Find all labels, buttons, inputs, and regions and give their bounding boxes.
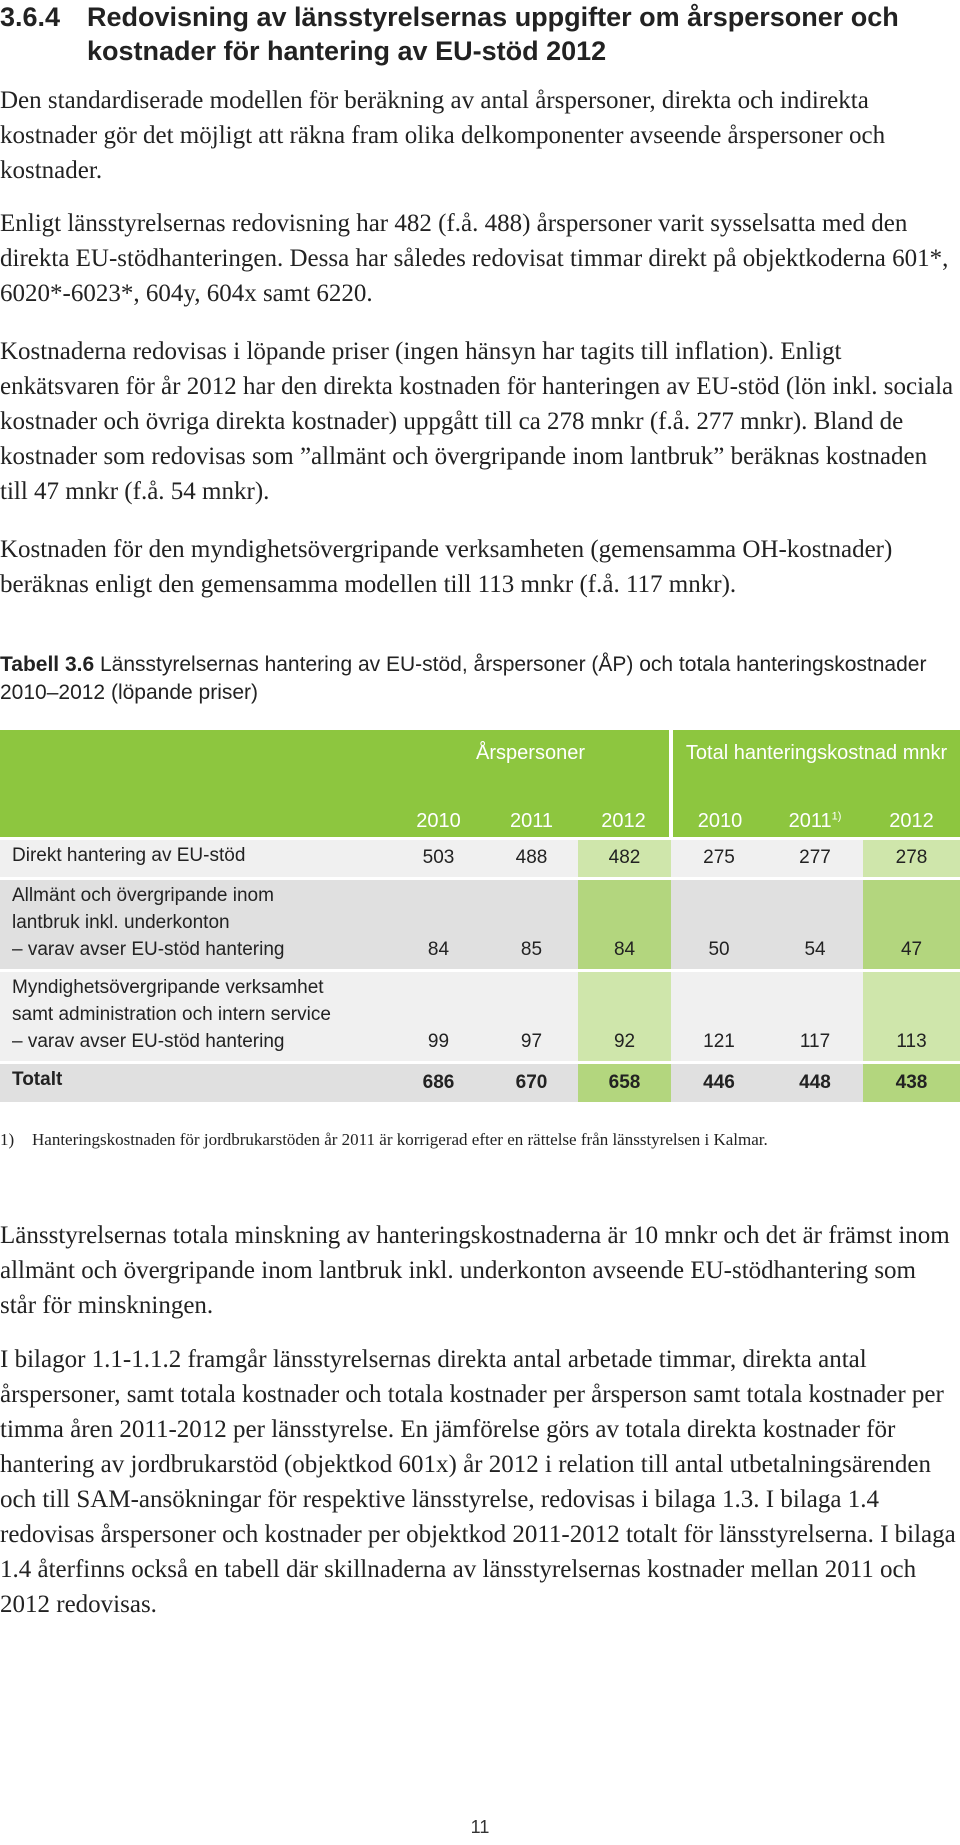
table-cell: 488: [485, 838, 578, 878]
table-cell: 84: [392, 878, 485, 970]
table-row: [0, 878, 960, 970]
header-group-kostnad: Total hanteringskostnad mnkr: [671, 730, 960, 807]
table-cell: 97: [485, 970, 578, 1062]
row-label-line: – varav avser EU-stöd hantering: [12, 938, 285, 960]
table-caption-text: Länsstyrelsernas hantering av EU-stöd, årspersoner (ÅP) och totala hanteringskostnader 2010–2012 (löpande priser): [0, 653, 927, 704]
row-label: Totalt: [0, 1062, 392, 1102]
table-footnote: [0, 1127, 945, 1153]
table-cell: 277: [767, 838, 863, 878]
table-cell: 686: [392, 1062, 485, 1102]
row-label-line: Myndighetsövergripande verksamhet: [12, 976, 324, 998]
table-cell: 54: [767, 878, 863, 970]
row-label-line: Allmänt och övergripande inom: [12, 884, 274, 906]
header-year: 2010: [671, 807, 767, 838]
row-label: [0, 970, 392, 1062]
table-cell: 503: [392, 838, 485, 878]
paragraph-6: I bilagor 1.1-1.1.2 framgår länsstyrelsernas direkta antal arbetade timmar, direkta antal årspersoner, samt totala kostnader och totala kostnader per årsperson samt totala kostnader per timma åren 2011-2012 per länsstyrelse. En jämförelse görs av totala direkta kostnader för hantering av jordbrukarstöd (objektkod 601x) år 2012 i relation till antal utbetalningsärenden och till SAM-ansökningar för respektive länsstyrelse, redovisas i bilaga 1.3. I bilaga 1.4 redovisas årspersoner och kostnader per objektkod 2011-2012 totalt för länsstyrelserna. I bilaga 1.4 återfinns också en tabell där skillnaderna av länsstyrelsernas kostnader mellan 2011 och 2012 redovisas.: [0, 1346, 956, 1618]
header-year: 2011: [485, 807, 578, 838]
table-cell: 448: [767, 1062, 863, 1102]
footnote-marker: 1): [831, 810, 842, 823]
table-caption: [0, 651, 950, 707]
table-cell: 446: [671, 1062, 767, 1102]
header-group-arspersoner: Årspersoner: [392, 730, 671, 807]
page-number: 11: [470, 1817, 490, 1837]
row-label-line: samt administration och intern service: [12, 1003, 331, 1025]
table-row-total: [0, 1062, 960, 1102]
section-title: Redovisning av länsstyrelsernas uppgifter om årspersoner och kostnader för hantering av EU-stöd 2012: [87, 2, 899, 66]
header-corner: [0, 730, 392, 807]
table-cell: 85: [485, 878, 578, 970]
paragraph-5: Länsstyrelsernas totala minskning av hanteringskostnaderna är 10 mnkr och det är främst inom allmänt och övergripande inom lantbruk inkl. underkonton avseende EU-stödhantering som står för minskningen.: [0, 1222, 950, 1319]
table-cell: 658: [578, 1062, 671, 1102]
cost-table: [0, 730, 960, 1102]
table-cell: 278: [863, 838, 960, 878]
paragraph-3: Kostnaderna redovisas i löpande priser (ingen hänsyn har tagits till inflation). Enligt enkätsvaren för år 2012 har den direkta kostnaden för hanteringen av EU-stöd (lön inkl. sociala kostnader och övriga direkta kostnader) uppgått till ca 278 mnkr (f.å. 277 mnkr). Bland de kostnader som redovisas som ”allmänt och övergripande inom lantbruk” beräknas kostnaden till 47 mnkr (f.å. 54 mnkr).: [0, 338, 954, 505]
table-cell: 50: [671, 878, 767, 970]
header-year: 2010: [392, 807, 485, 838]
table-cell: 482: [578, 838, 671, 878]
row-label: [0, 878, 392, 970]
header-year-with-footnote: [767, 807, 863, 838]
paragraph-1: Den standardiserade modellen för beräkning av antal årspersoner, direkta och indirekta kostnader gör det möjligt att räkna fram olika delkomponenter avseende årspersoner och kostnader.: [0, 87, 886, 184]
table-cell: 99: [392, 970, 485, 1062]
row-label-line: lantbruk inkl. underkonton: [12, 911, 230, 933]
table-row: [0, 970, 960, 1062]
table-caption-label: Tabell 3.6: [0, 653, 95, 676]
table-cell: 117: [767, 970, 863, 1062]
table-cell: 670: [485, 1062, 578, 1102]
header-year: 2012: [578, 807, 671, 838]
table-cell: 438: [863, 1062, 960, 1102]
paragraph-4: Kostnaden för den myndighetsövergripande verksamheten (gemensamma OH-kostnader) beräknas enligt den gemensamma modellen till 113 mnkr (f.å. 117 mnkr).: [0, 536, 893, 598]
header-corner-lower: [0, 807, 392, 838]
table-cell: 121: [671, 970, 767, 1062]
table-cell: 113: [863, 970, 960, 1062]
section-number: 3.6.4: [0, 2, 61, 32]
table-cell: 92: [578, 970, 671, 1062]
paragraph-2: Enligt länsstyrelsernas redovisning har 482 (f.å. 488) årspersoner varit sysselsatta med den direkta EU-stödhanteringen. Dessa har således redovisat timmar direkt på objektkoderna 601*, 6020*-6023*, 604y, 604x samt 6220.: [0, 210, 949, 307]
row-label: Direkt hantering av EU-stöd: [0, 838, 392, 878]
footnote-number: 1): [0, 1130, 15, 1149]
header-year-text: 2011: [788, 810, 832, 833]
table-cell: 47: [863, 878, 960, 970]
row-label-line: – varav avser EU-stöd hantering: [12, 1030, 285, 1052]
header-year: 2012: [863, 807, 960, 838]
footnote-text: Hanteringskostnaden för jordbrukarstöden år 2011 är korrigerad efter en rättelse från länsstyrelsen i Kalmar.: [32, 1130, 768, 1149]
table-row: [0, 838, 960, 878]
table-cell: 275: [671, 838, 767, 878]
table-cell: 84: [578, 878, 671, 970]
